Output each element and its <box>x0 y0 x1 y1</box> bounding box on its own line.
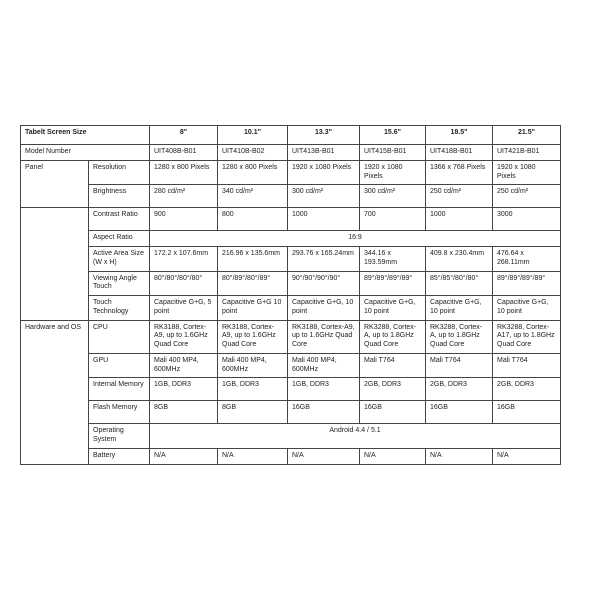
table-cell: 900 <box>150 208 218 231</box>
table-cell: 90°/90°/90°/90° <box>288 271 360 296</box>
table-cell: 80°/89°/80°/89° <box>218 271 288 296</box>
table-cell: Capacitive G+G, 10 point <box>288 296 360 321</box>
table-cell: 250 cd/m² <box>493 185 561 208</box>
row-label: Active Area Size (W x H) <box>89 247 150 272</box>
size-13-3: 13.3" <box>288 126 360 145</box>
row-active-area <box>21 247 561 272</box>
size-8: 8" <box>150 126 218 145</box>
table-cell: UIT418B-B01 <box>426 145 493 161</box>
table-cell: RK3288, Cortex-A, up to 1.8GHz Quad Core <box>426 320 493 353</box>
table-cell: 340 cd/m² <box>218 185 288 208</box>
row-aspect-ratio <box>21 231 561 247</box>
table-cell: 409.8 x 230.4mm <box>426 247 493 272</box>
table-cell: 8GB <box>218 401 288 424</box>
row-operating-system <box>21 424 561 449</box>
table-cell: N/A <box>150 448 218 464</box>
table-cell: Mali T764 <box>360 353 426 378</box>
table-cell: 80°/80°/80°/80° <box>150 271 218 296</box>
row-label: Touch Technology <box>89 296 150 321</box>
row-touch <box>21 296 561 321</box>
table-cell: RK3188, Cortex-A9, up to 1.6GHz Quad Core <box>288 320 360 353</box>
table-cell: 216.96 x 135.6mm <box>218 247 288 272</box>
table-cell: 300 cd/m² <box>288 185 360 208</box>
row-contrast <box>21 208 561 231</box>
table-cell: 89°/89°/89°/89° <box>360 271 426 296</box>
table-title: Tabelt Screen Size <box>21 126 150 145</box>
table-cell: 344.16 x 193.59mm <box>360 247 426 272</box>
table-cell: Mali 400 MP4, 600MHz <box>150 353 218 378</box>
table-cell: Android 4.4 / 5.1 <box>150 424 561 449</box>
table-cell: 85°/85°/80°/80° <box>426 271 493 296</box>
table-cell: Mali 400 MP4, 600MHz <box>218 353 288 378</box>
table-cell: 300 cd/m² <box>360 185 426 208</box>
table-cell: UIT408B-B01 <box>150 145 218 161</box>
table-cell: Capacitive G+G, 5 point <box>150 296 218 321</box>
table-cell: 16:9 <box>150 231 561 247</box>
row-gpu <box>21 353 561 378</box>
table-cell: 2GB, DDR3 <box>426 378 493 401</box>
table-cell: Capacitive G+G, 10 point <box>360 296 426 321</box>
row-label: Resolution <box>89 160 150 185</box>
table-cell: UIT415B-B01 <box>360 145 426 161</box>
table-cell: Mali T764 <box>426 353 493 378</box>
row-resolution <box>21 160 561 185</box>
table-cell: N/A <box>218 448 288 464</box>
row-model-number <box>21 145 561 161</box>
row-label: Battery <box>89 448 150 464</box>
table-cell: 2GB, DDR3 <box>360 378 426 401</box>
row-label: CPU <box>89 320 150 353</box>
table-cell: 8GB <box>150 401 218 424</box>
table-cell: 800 <box>218 208 288 231</box>
row-label: Aspect Ratio <box>89 231 150 247</box>
table-cell: 172.2 x 107.6mm <box>150 247 218 272</box>
row-battery <box>21 448 561 464</box>
row-label: Internal Memory <box>89 378 150 401</box>
size-10-1: 10.1" <box>218 126 288 145</box>
row-label: Operating System <box>89 424 150 449</box>
section-label-hardware: Hardware and OS <box>21 320 89 464</box>
table-cell: 1GB, DDR3 <box>218 378 288 401</box>
table-cell: 1280 x 800 Pixels <box>218 160 288 185</box>
table-cell: RK3188, Cortex-A9, up to 1.6GHz Quad Core <box>150 320 218 353</box>
table-cell: 16GB <box>493 401 561 424</box>
table-cell: 700 <box>360 208 426 231</box>
table-cell: 89°/89°/89°/89° <box>493 271 561 296</box>
table-cell: 280 cd/m² <box>150 185 218 208</box>
table-cell: 1000 <box>288 208 360 231</box>
table-cell: Capacitive G+G, 10 point <box>493 296 561 321</box>
row-internal-memory <box>21 378 561 401</box>
table-cell: 1000 <box>426 208 493 231</box>
table-cell: 1920 x 1080 Pixels <box>288 160 360 185</box>
table-cell: 2GB, DDR3 <box>493 378 561 401</box>
table-cell: 3000 <box>493 208 561 231</box>
table-cell: 250 cd/m² <box>426 185 493 208</box>
row-label: GPU <box>89 353 150 378</box>
row-flash-memory <box>21 401 561 424</box>
row-label: Model Number <box>21 145 150 161</box>
row-label: Brightness <box>89 185 150 208</box>
table-cell: N/A <box>426 448 493 464</box>
table-cell: UIT421B-B01 <box>493 145 561 161</box>
table-cell: Capacitive G+G 10 point <box>218 296 288 321</box>
table-cell: 1GB, DDR3 <box>288 378 360 401</box>
table-cell: RK3188, Cortex-A9, up to 1.6GHz Quad Core <box>218 320 288 353</box>
table-cell: UIT410B-B02 <box>218 145 288 161</box>
row-label: Flash Memory <box>89 401 150 424</box>
table-cell: 1GB, DDR3 <box>150 378 218 401</box>
table-cell: 16GB <box>426 401 493 424</box>
spec-table <box>20 125 561 465</box>
table-cell: 1280 x 800 Pixels <box>150 160 218 185</box>
table-cell: Mali 400 MP4, 600MHz <box>288 353 360 378</box>
row-cpu <box>21 320 561 353</box>
size-18-5: 18.5" <box>426 126 493 145</box>
row-label: Contrast Ratio <box>89 208 150 231</box>
table-cell: N/A <box>288 448 360 464</box>
table-cell: 16GB <box>288 401 360 424</box>
table-cell: 1920 x 1080 Pixels <box>360 160 426 185</box>
section-label-panel: Panel <box>21 160 89 208</box>
table-cell: Capacitive G+G, 10 point <box>426 296 493 321</box>
table-cell: UIT413B-B01 <box>288 145 360 161</box>
table-cell: RK3288, Cortex-A17, up to 1.8GHz Quad Core <box>493 320 561 353</box>
table-cell: 16GB <box>360 401 426 424</box>
table-cell: Mali T764 <box>493 353 561 378</box>
section-gap-cell <box>21 208 89 320</box>
table-cell: 1366 x 768 Pixels <box>426 160 493 185</box>
size-15-6: 15.6" <box>360 126 426 145</box>
table-cell: 293.76 x 165.24mm <box>288 247 360 272</box>
table-cell: 1920 x 1080 Pixels <box>493 160 561 185</box>
row-viewing-angle <box>21 271 561 296</box>
row-label: Viewing Angle Touch <box>89 271 150 296</box>
table-cell: RK3288, Cortex-A, up to 1.8GHz Quad Core <box>360 320 426 353</box>
row-brightness <box>21 185 561 208</box>
header-row <box>21 126 561 145</box>
table-cell: 476.64 x 268.11mm <box>493 247 561 272</box>
size-21-5: 21.5" <box>493 126 561 145</box>
table-cell: N/A <box>493 448 561 464</box>
table-cell: N/A <box>360 448 426 464</box>
